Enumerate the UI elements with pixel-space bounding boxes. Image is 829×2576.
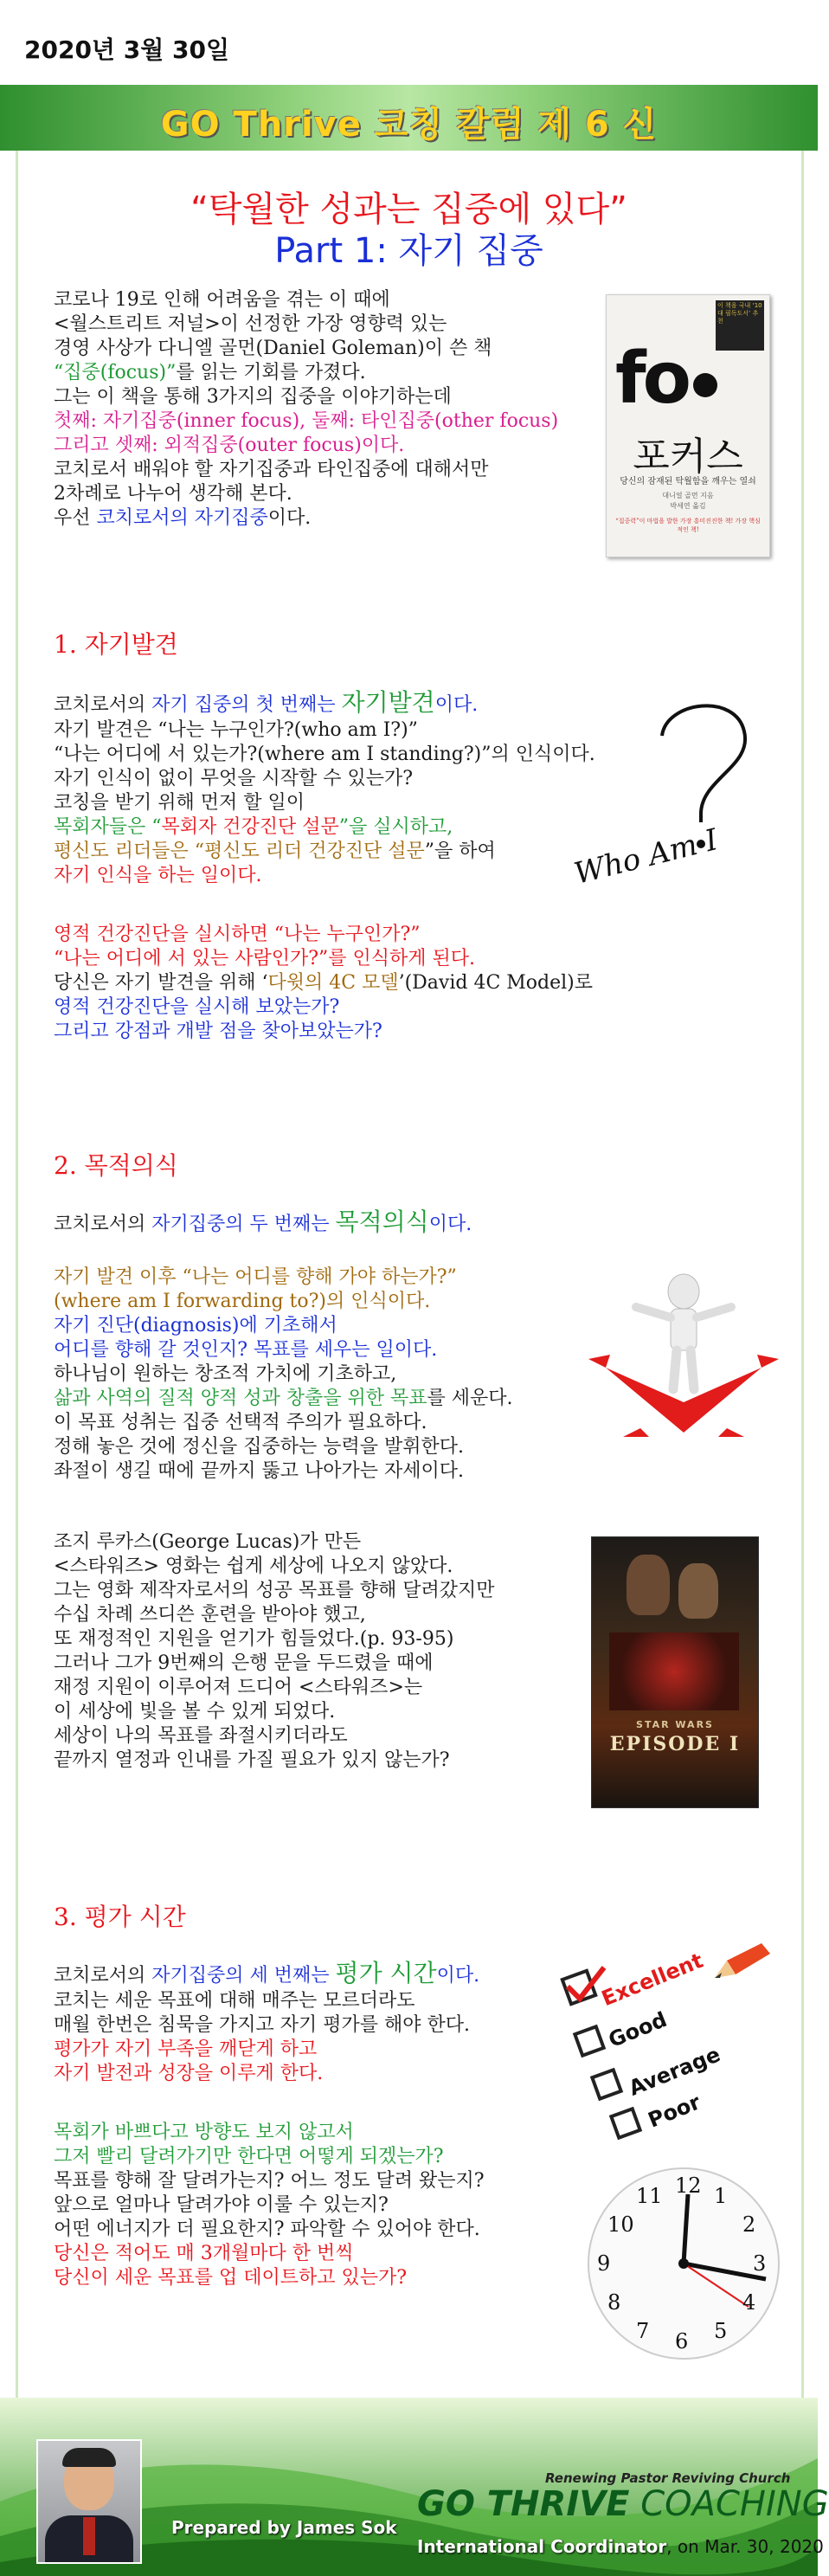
section-heading-2: 2. 목적의식 — [54, 1151, 178, 1180]
intro-line: 코치로서 배워야 할 자기집중과 타인집중에 대해서만 — [54, 459, 489, 480]
s2-para-line: 재정 지원이 이루어져 드디어 <스타워즈>는 — [54, 1677, 423, 1698]
s1-text: ”을 하여 — [424, 840, 496, 862]
s1-highlight: 자기 집중의 첫 번째는 — [151, 694, 342, 716]
s2-line: (where am I forwarding to?)의 인식이다. — [54, 1291, 431, 1312]
s1-line: 자기 인식이 없이 무엇을 시작할 수 있는가? — [54, 768, 414, 789]
intro-line: 첫째: 자기집중(inner focus), 둘째: 타인집중(other focus) — [54, 410, 559, 432]
footer-tagline: Renewing Pastor Reviving Church — [545, 2470, 791, 2486]
clock-numeral: 6 — [675, 2329, 689, 2354]
intro-highlight: 코치로서의 자기집중 — [96, 507, 268, 529]
footer-date: , on Mar. 30, 2020 — [666, 2536, 824, 2557]
poster-title: EPISODE I — [609, 1733, 741, 1755]
intro-line — [54, 506, 311, 531]
s3-line: 자기 발전과 성장을 이루게 한다. — [54, 2063, 324, 2084]
s2-para-line: 또 재정적인 지원을 얻기가 힘들었다.(p. 93-95) — [54, 1628, 454, 1650]
logo-go: GO THRIVE — [417, 2484, 630, 2524]
column-date: 2020년 3월 30일 — [24, 35, 230, 64]
star-wars-poster-image — [591, 1536, 759, 1808]
clock-numeral: 3 — [753, 2251, 767, 2276]
crossroads-image — [588, 1272, 779, 1437]
s2-para-line: 그는 영화 제작자로서의 성공 목표를 향해 달려갔지만 — [54, 1580, 495, 1601]
intro-line: 경영 사상가 다니엘 골먼(Daniel Goleman)이 쓴 책 — [54, 338, 492, 359]
book-dot-icon — [693, 373, 717, 397]
s1-line: 자기 인식을 하는 일이다. — [54, 865, 262, 886]
clock-numeral: 10 — [607, 2212, 634, 2237]
intro-text: 우선 — [54, 507, 97, 529]
book-translator: 박세연 옮김 — [670, 502, 706, 510]
section-heading-1: 1. 자기발견 — [54, 630, 178, 659]
s1-line: “나는 어디에 서 있는가?(where am I standing?)”의 인식이다. — [54, 744, 595, 765]
s2-para-line: <스타워즈> 영화는 쉽게 세상에 나오지 않았다. — [54, 1555, 453, 1577]
clock-numeral: 4 — [742, 2290, 756, 2315]
intro-line: 2차례로 나누어 생각해 본다. — [54, 483, 292, 505]
s1-text: ”을 실시하고, — [338, 816, 453, 838]
poster-villain — [609, 1633, 739, 1710]
s2-para-line: 그러나 그가 9번째의 은행 문을 두드렸을 때에 — [54, 1652, 434, 1674]
check-average: Average — [625, 2042, 724, 2101]
poster-figure — [678, 1563, 718, 1619]
s2-highlight: 자기집중의 두 번째는 — [151, 1214, 336, 1235]
book-blurb: “집중력”이 마법을 발한 가장 흥미진진한 책! 가장 핵심적인 책! — [615, 518, 761, 533]
clock-numeral: 11 — [636, 2184, 663, 2209]
clock-numeral: 7 — [636, 2318, 650, 2343]
logo-coaching: COACHING — [629, 2484, 829, 2524]
s1-line — [54, 840, 496, 864]
s1-model: 다윗의 4C 모델 — [267, 972, 399, 994]
s3-line: 매월 한번은 침묵을 가지고 자기 평가를 해야 한다. — [54, 2014, 470, 2036]
s3-line: 코치는 세운 목표에 대해 매주는 모르더라도 — [54, 1990, 415, 2012]
prepared-by: Prepared by James Sok — [171, 2517, 397, 2538]
check-poor: Poor — [645, 2090, 704, 2133]
s1-keyword: 자기발견 — [341, 688, 435, 717]
check-good: Good — [605, 2006, 671, 2053]
s2-line: 자기 진단(diagnosis)에 기초해서 — [54, 1315, 337, 1336]
s1-line — [54, 688, 479, 718]
clock-numeral: 5 — [714, 2318, 728, 2343]
poster-sub: STAR WARS — [636, 1719, 714, 1730]
s2-text: 코치로서의 — [54, 1214, 152, 1235]
s3-line: 목표를 향해 잘 달려가는지? 어느 정도 달려 왔는지? — [54, 2170, 485, 2192]
s3-line: 목회가 바쁘다고 방향도 보지 않고서 — [54, 2122, 354, 2143]
s2-para-line: 수십 차례 쓰디쓴 훈련을 받아야 했고, — [54, 1604, 366, 1626]
intro-line: <월스트리트 저널>이 선정한 가장 영향력 있는 — [54, 313, 447, 335]
evaluation-checklist-image — [554, 1943, 805, 2142]
footer-coordinator — [417, 2536, 824, 2557]
clock-numeral: 1 — [714, 2184, 728, 2209]
clock-numeral: 9 — [597, 2251, 611, 2276]
book-author: 대니얼 골먼 지음 — [662, 492, 714, 499]
intro-text: 이다. — [267, 507, 312, 529]
intro-line: 그는 이 책을 통해 3가지의 집중을 이야기하는데 — [54, 386, 452, 408]
column-subtitle: Part 1: 자기 집중 — [274, 231, 543, 271]
s3-line: 어떤 에너지가 더 필요한지? 파악할 수 있어야 한다. — [54, 2219, 480, 2240]
s2-line: 어디를 향해 갈 것인지? 목표를 세우는 일이다. — [54, 1339, 438, 1361]
s1-text: ’(David 4C Model)로 — [398, 972, 594, 994]
intro-line — [54, 361, 366, 385]
who-am-i-text: Who Am I — [570, 822, 722, 892]
author-avatar — [36, 2439, 142, 2564]
clock-numeral: 12 — [675, 2174, 702, 2198]
s3-highlight: 이다. — [436, 1965, 480, 1987]
s2-keyword: 목적의식 — [335, 1208, 429, 1236]
go-thrive-logo — [417, 2484, 829, 2524]
s2-line: 좌절이 생길 때에 끝까지 뚫고 나아가는 자세이다. — [54, 1460, 464, 1482]
s3-line: 당신이 세운 목표를 업 데이트하고 있는가? — [54, 2267, 408, 2289]
clock-numeral: 8 — [607, 2290, 621, 2315]
s1-text: 목회자들은 “ — [54, 816, 162, 838]
intro-line: 코로나 19로 인해 어려움을 겪는 이 때에 — [54, 289, 390, 311]
column-banner — [0, 81, 818, 154]
poster-figure — [627, 1555, 670, 1615]
s3-keyword: 평가 시간 — [335, 1959, 437, 1987]
s2-para-line: 조지 루카스(George Lucas)가 만든 — [54, 1531, 362, 1553]
avatar-tie — [83, 2517, 95, 2555]
s2-para-line: 이 세상에 빛을 볼 수 있게 되었다. — [54, 1701, 336, 1723]
s1-text: 코치로서의 — [54, 694, 152, 716]
s1-survey-pastor: 목회자 건강진단 설문 — [161, 816, 339, 838]
s3-line — [54, 1961, 479, 1988]
book-title-kr: 포커스 — [633, 435, 743, 479]
s2-highlight: 이다. — [428, 1214, 472, 1235]
s1-highlight: 이다. — [434, 694, 479, 716]
check-excellent: Excellent — [598, 1948, 707, 2012]
s2-line: 이 목표 성취는 집중 선택적 주의가 필요하다. — [54, 1412, 427, 1433]
s1-line: 그리고 강점과 개발 점을 찾아보았는가? — [54, 1021, 382, 1042]
avatar-hair — [62, 2448, 116, 2467]
s2-line: 하나님이 원하는 창조적 가치에 기초하고, — [54, 1363, 397, 1385]
book-subtitle: 당신의 잠재된 탁월함을 깨우는 열쇠 — [620, 477, 756, 486]
intro-line: 그리고 셋째: 외적집중(outer focus)이다. — [54, 435, 405, 456]
s1-text: 평신도 리더들은 “ — [54, 840, 204, 862]
s1-text: 당신은 자기 발견을 위해 ‘ — [54, 972, 268, 994]
section-heading-3: 3. 평가 시간 — [54, 1903, 186, 1931]
s3-line: 앞으로 얼마나 달려가야 이룰 수 있는지? — [54, 2194, 389, 2216]
footer — [0, 2398, 829, 2576]
s1-line — [54, 971, 593, 995]
intro-book-title: “집중(focus)” — [54, 362, 177, 383]
s2-para-line: 세상이 나의 목표를 좌절시키더라도 — [54, 1725, 348, 1747]
s2-line: 정해 놓은 것에 정신을 집중하는 능력을 발휘한다. — [54, 1436, 464, 1458]
clock-numeral: 2 — [742, 2212, 756, 2237]
column-title: “탁월한 성과는 집중에 있다” — [190, 190, 627, 229]
book-cover-image — [606, 294, 770, 557]
s2-para-line: 끝까지 열정과 인내를 가질 필요가 있지 않는가? — [54, 1749, 450, 1771]
s1-line — [54, 815, 453, 840]
s1-line: 영적 건강진단을 실시해 보았는가? — [54, 996, 340, 1018]
s1-line: “나는 어디에 서 있는 사람인가?”를 인식하게 된다. — [54, 948, 476, 969]
s2-line — [54, 1210, 472, 1237]
s1-line: 영적 건강진단을 실시하면 “나는 누구인가?” — [54, 924, 421, 945]
book-title-glyph: fo — [615, 338, 689, 420]
who-am-i-image — [571, 684, 796, 900]
banner-title: GO Thrive 코칭 칼럼 제 6 신 — [160, 105, 658, 145]
s2-line: 자기 발견 이후 “나는 어디를 향해 가야 하는가?” — [54, 1266, 457, 1288]
intro-text: 를 읽는 기회를 가졌다. — [176, 362, 366, 383]
coordinator-label: International Coordinator — [417, 2536, 667, 2557]
s3-line: 당신은 적어도 매 3개월마다 한 번씩 — [54, 2243, 354, 2264]
s3-highlight: 자기집중의 세 번째는 — [151, 1965, 336, 1987]
date-bar — [0, 0, 818, 81]
book-badge: 이 책을 국내 ‘10대 필독도서’ 추천 — [716, 300, 764, 351]
s2-line — [54, 1387, 513, 1411]
crossroads-arrows-icon — [588, 1272, 779, 1437]
s3-line: 평가가 자기 부족을 깨닫게 하고 — [54, 2038, 318, 2060]
s1-line: 자기 발견은 “나는 누구인가?(who am I?)” — [54, 719, 418, 741]
s2-goal: 삶과 사역의 질적 양적 성과 창출을 위한 목표 — [54, 1388, 427, 1409]
clock-image — [575, 2174, 792, 2354]
s1-survey-lay: 평신도 리더 건강진단 설문 — [204, 840, 425, 862]
s3-line: 그저 빨리 달려가기만 한다면 어떻게 되겠는가? — [54, 2146, 444, 2167]
s3-text: 코치로서의 — [54, 1965, 152, 1987]
s2-text: 를 세운다. — [427, 1388, 513, 1409]
s1-line: 코칭을 받기 위해 먼저 할 일이 — [54, 792, 305, 814]
